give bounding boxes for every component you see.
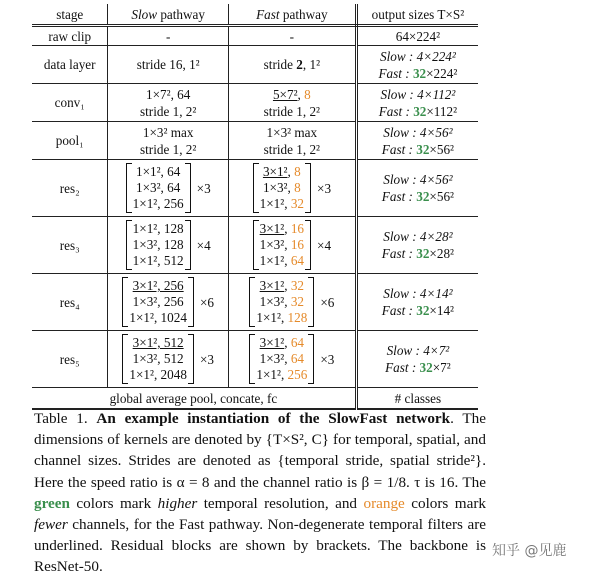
res4-slow-bracket (122, 277, 194, 327)
caption-s4: colors mark (404, 494, 486, 512)
conv1-out-fast-pre: Fast : (378, 103, 414, 119)
res2-out-fast (360, 188, 476, 205)
res4-fast-channels: 128 (287, 310, 308, 325)
conv1-out-fast-green: 32 (413, 103, 427, 119)
res2-fast-kernel: 3×1² (262, 164, 288, 179)
res5-fast-bracket (249, 334, 314, 384)
res2-fast-channels: 8 (294, 164, 301, 179)
conv1-slow (108, 84, 228, 122)
conv1-out-slow: Slow : 4×112² (380, 86, 456, 102)
res5-fast-line: 1×3², 64 (259, 351, 305, 366)
res3-fast-channels: 16 (290, 221, 305, 236)
caption-s1: . The dimensions of kernels are denoted by {T×S², C} for temporal, spatial, and channel sizes. Strides are denoted as {temporal stride, spatial stride²}. Here the speed ratio is α = 8 and the channel ratio is β = 1/8. τ is 16. The (34, 410, 486, 491)
pool1-fast (228, 122, 356, 160)
res2-fast-line: 3×1², 8 (262, 164, 301, 179)
header-slow-suffix: pathway (157, 6, 205, 22)
raw-clip-slow: - (108, 26, 228, 46)
res5-slow (108, 331, 228, 388)
res3-output (356, 217, 478, 274)
caption-orange: orange (363, 494, 405, 512)
header-slow-word: Slow (131, 6, 158, 22)
row-conv1 (32, 84, 478, 122)
res5-slow-block (122, 334, 214, 384)
res5-fast-block (249, 334, 334, 384)
res3-slow-line: 1×1², 128 (132, 221, 184, 236)
res5-fast-channels: 64 (290, 351, 305, 366)
res5-fast-line: 3×1², 64 (259, 335, 305, 350)
res3-fast-line: 3×1², 16 (259, 221, 305, 236)
res2-output (356, 160, 478, 217)
pool1-out-fast (360, 141, 476, 158)
res5-slow-line: 1×3², 512 (132, 351, 184, 366)
row-raw-clip (32, 26, 478, 46)
pool1-stage: pool₁ (32, 122, 108, 160)
res4-fast-kernel: 1×1² (256, 310, 281, 325)
conv1-slow-l1: 1×7², 64 (145, 86, 191, 102)
res5-slow-line: 3×1², 512 (132, 335, 184, 350)
pool1-slow-l1: 1×3² max (142, 124, 194, 140)
row-res3 (32, 217, 478, 274)
res3-slow-line: 1×1², 512 (132, 253, 184, 268)
res3-slow (108, 217, 228, 274)
data-layer-fast (228, 46, 356, 84)
res4-fast-mult: ×6 (320, 294, 335, 310)
row-res4 (32, 274, 478, 331)
res5-out-fast-green: 32 (419, 360, 433, 375)
res3-stage: res₃ (32, 217, 108, 274)
res4-out-fast-green: 32 (416, 303, 430, 318)
caption-s2: colors mark (70, 494, 158, 512)
res4-output (356, 274, 478, 331)
data-layer-stage: data layer (32, 46, 108, 84)
res5-fast-kernel: 1×3² (259, 351, 285, 366)
res3-fast-channels: 16 (290, 237, 305, 252)
res3-slow-block (126, 220, 211, 270)
caption-fewer: fewer (34, 516, 68, 534)
res2-slow-line: 1×3², 64 (135, 180, 181, 195)
res2-slow (108, 160, 228, 217)
res3-fast-block (253, 220, 331, 270)
res2-fast-channels: 8 (294, 180, 301, 195)
caption-higher: higher (157, 494, 198, 512)
slowfast-table (32, 4, 478, 410)
res3-fast-kernel: 1×3² (259, 237, 285, 252)
raw-clip-stage: raw clip (32, 26, 108, 46)
res3-fast-line: 1×3², 16 (259, 237, 305, 252)
pool1-out-slow: Slow : 4×56² (383, 124, 453, 140)
res2-stage: res₂ (32, 160, 108, 217)
res2-fast-line: 1×1², 32 (259, 196, 305, 211)
res4-slow-block (122, 277, 214, 327)
res2-fast-channels: 32 (290, 196, 305, 211)
res2-slow-mult: ×3 (196, 180, 211, 196)
res4-fast-line: 1×1², 128 (256, 310, 308, 325)
conv1-slow-l2: stride 1, 2² (140, 103, 197, 119)
res2-slow-bracket (126, 163, 191, 213)
table-header-row (32, 4, 478, 26)
res4-fast-channels: 32 (290, 294, 305, 309)
row-pool1 (32, 122, 478, 160)
res2-fast-bracket (253, 163, 311, 213)
watermark: 知乎 @见鹿 (492, 543, 567, 559)
res3-out-fast-post: ×28² (429, 246, 455, 261)
res3-slow-bracket (126, 220, 191, 270)
res3-out-fast-green: 32 (416, 246, 430, 261)
conv1-stage: conv₁ (32, 84, 108, 122)
res5-fast-channels: 64 (290, 335, 305, 350)
dl-out-fast (360, 65, 476, 82)
res2-out-fast-post: ×56² (429, 189, 455, 204)
res3-out-fast-pre: Fast : (381, 246, 417, 261)
res4-slow (108, 274, 228, 331)
conv1-fast (228, 84, 356, 122)
res2-fast-kernel: 1×1² (259, 196, 285, 211)
dl-fast-pre: stride (263, 57, 297, 72)
caption-s3: temporal resolution, and (197, 494, 364, 512)
res3-out-slow: Slow : 4×28² (383, 229, 453, 244)
res5-out-fast (360, 359, 476, 376)
pool1-out-fast-post: ×56² (429, 141, 455, 157)
caption-s5: channels, for the Fast pathway. Non-degenerate temporal filters are underlined. Residual blocks are shown by brackets. The backbone is ResNet-50. (34, 516, 486, 576)
pool1-slow-l2: stride 1, 2² (140, 141, 197, 157)
raw-clip-fast: - (228, 26, 356, 46)
dl-out-fast-green: 32 (412, 65, 427, 81)
header-output: output sizes T×S² (356, 4, 478, 26)
res5-fast-kernel: 3×1² (259, 335, 285, 350)
dl-fast-post: , 1² (302, 57, 321, 72)
res4-out-fast-pre: Fast : (381, 303, 417, 318)
res5-out-slow: Slow : 4×7² (386, 343, 450, 358)
pool1-fast-l2: stride 1, 2² (263, 141, 321, 157)
res2-fast-block (253, 163, 331, 213)
res2-out-slow: Slow : 4×56² (383, 172, 453, 187)
res3-slow-line: 1×3², 128 (132, 237, 184, 252)
pool1-fast-l1: 1×3² max (266, 124, 318, 140)
res4-fast-line: 1×3², 32 (259, 294, 305, 309)
res5-out-fast-pre: Fast : (385, 360, 420, 375)
res4-out-fast-post: ×14² (429, 303, 455, 318)
conv1-fast-l2: stride 1, 2² (263, 103, 321, 119)
caption-prefix: Table 1. (34, 410, 97, 427)
caption-green: green (34, 494, 70, 512)
conv1-out-fast (360, 103, 476, 120)
res3-fast-kernel: 1×1² (259, 253, 285, 268)
res3-slow-mult: ×4 (196, 237, 211, 253)
res2-slow-line: 1×1², 256 (132, 196, 184, 211)
pool1-output (356, 122, 478, 160)
res4-fast-bracket (249, 277, 314, 327)
conv1-fast-l1 (231, 86, 353, 103)
dl-out-fast-pre: Fast : (378, 65, 413, 81)
res2-slow-line: 1×1², 64 (135, 164, 181, 179)
row-res5 (32, 331, 478, 388)
res5-fast-mult: ×3 (320, 351, 335, 367)
res4-fast-line: 3×1², 32 (259, 278, 305, 293)
res4-fast-block (249, 277, 334, 327)
dl-out-fast-post: ×224² (426, 65, 458, 81)
data-layer-slow: stride 16, 1² (108, 46, 228, 84)
res5-output (356, 331, 478, 388)
header-stage: stage (32, 4, 108, 26)
header-slow (108, 4, 228, 26)
res4-slow-line: 1×3², 256 (132, 294, 184, 309)
header-fast (228, 4, 356, 26)
res3-fast-line: 1×1², 64 (259, 253, 305, 268)
pool1-out-fast-green: 32 (416, 141, 430, 157)
res2-out-fast-pre: Fast : (381, 189, 417, 204)
pool1-slow (108, 122, 228, 160)
res4-stage: res₄ (32, 274, 108, 331)
row-res2 (32, 160, 478, 217)
res5-stage: res₅ (32, 331, 108, 388)
table-caption (34, 408, 486, 578)
res4-slow-line: 1×1², 1024 (129, 310, 187, 325)
dl-out-slow: Slow : 4×224² (379, 48, 456, 64)
res5-fast-channels: 256 (287, 367, 308, 382)
res4-out-slow: Slow : 4×14² (383, 286, 453, 301)
res5-slow-line: 1×1², 2048 (129, 367, 187, 382)
res5-out-fast-post: ×7² (432, 360, 451, 375)
res3-fast-mult: ×4 (317, 237, 332, 253)
res3-fast-channels: 64 (290, 253, 305, 268)
raw-clip-output: 64×224² (356, 26, 478, 46)
res2-fast (228, 160, 356, 217)
res2-fast-mult: ×3 (317, 180, 332, 196)
res3-fast-kernel: 3×1² (259, 221, 285, 236)
res3-fast (228, 217, 356, 274)
res5-fast-line: 1×1², 256 (256, 367, 308, 382)
footer-right: # classes (356, 388, 478, 410)
conv1-fast-channels: 8 (304, 86, 311, 102)
dl-fast-bold: 2 (296, 57, 303, 72)
res5-slow-bracket (122, 334, 194, 384)
res3-out-fast (360, 245, 476, 262)
res5-fast (228, 331, 356, 388)
conv1-output (356, 84, 478, 122)
res3-fast-bracket (253, 220, 311, 270)
header-fast-suffix: pathway (279, 6, 328, 22)
res4-out-fast (360, 302, 476, 319)
conv1-fast-sep: , (297, 86, 305, 102)
res4-fast-kernel: 1×3² (259, 294, 285, 309)
res2-fast-line: 1×3², 8 (262, 180, 301, 195)
res5-slow-mult: ×3 (199, 351, 214, 367)
res4-slow-line: 3×1², 256 (132, 278, 184, 293)
res4-fast (228, 274, 356, 331)
caption-bold: An example instantiation of the SlowFast network (96, 410, 451, 427)
footer-left: global average pool, concate, fc (32, 388, 356, 410)
conv1-fast-kernel: 5×7² (272, 86, 298, 102)
row-data-layer (32, 46, 478, 84)
res5-fast-kernel: 1×1² (256, 367, 281, 382)
res4-slow-mult: ×6 (199, 294, 214, 310)
res2-out-fast-green: 32 (416, 189, 430, 204)
conv1-out-fast-post: ×112² (426, 103, 458, 119)
res2-slow-block (126, 163, 211, 213)
res4-fast-channels: 32 (290, 278, 305, 293)
row-footer (32, 388, 478, 410)
res2-fast-kernel: 1×3² (262, 180, 288, 195)
pool1-out-fast-pre: Fast : (381, 141, 417, 157)
data-layer-output (356, 46, 478, 84)
res4-fast-kernel: 3×1² (259, 278, 285, 293)
header-fast-word: Fast (256, 6, 280, 22)
